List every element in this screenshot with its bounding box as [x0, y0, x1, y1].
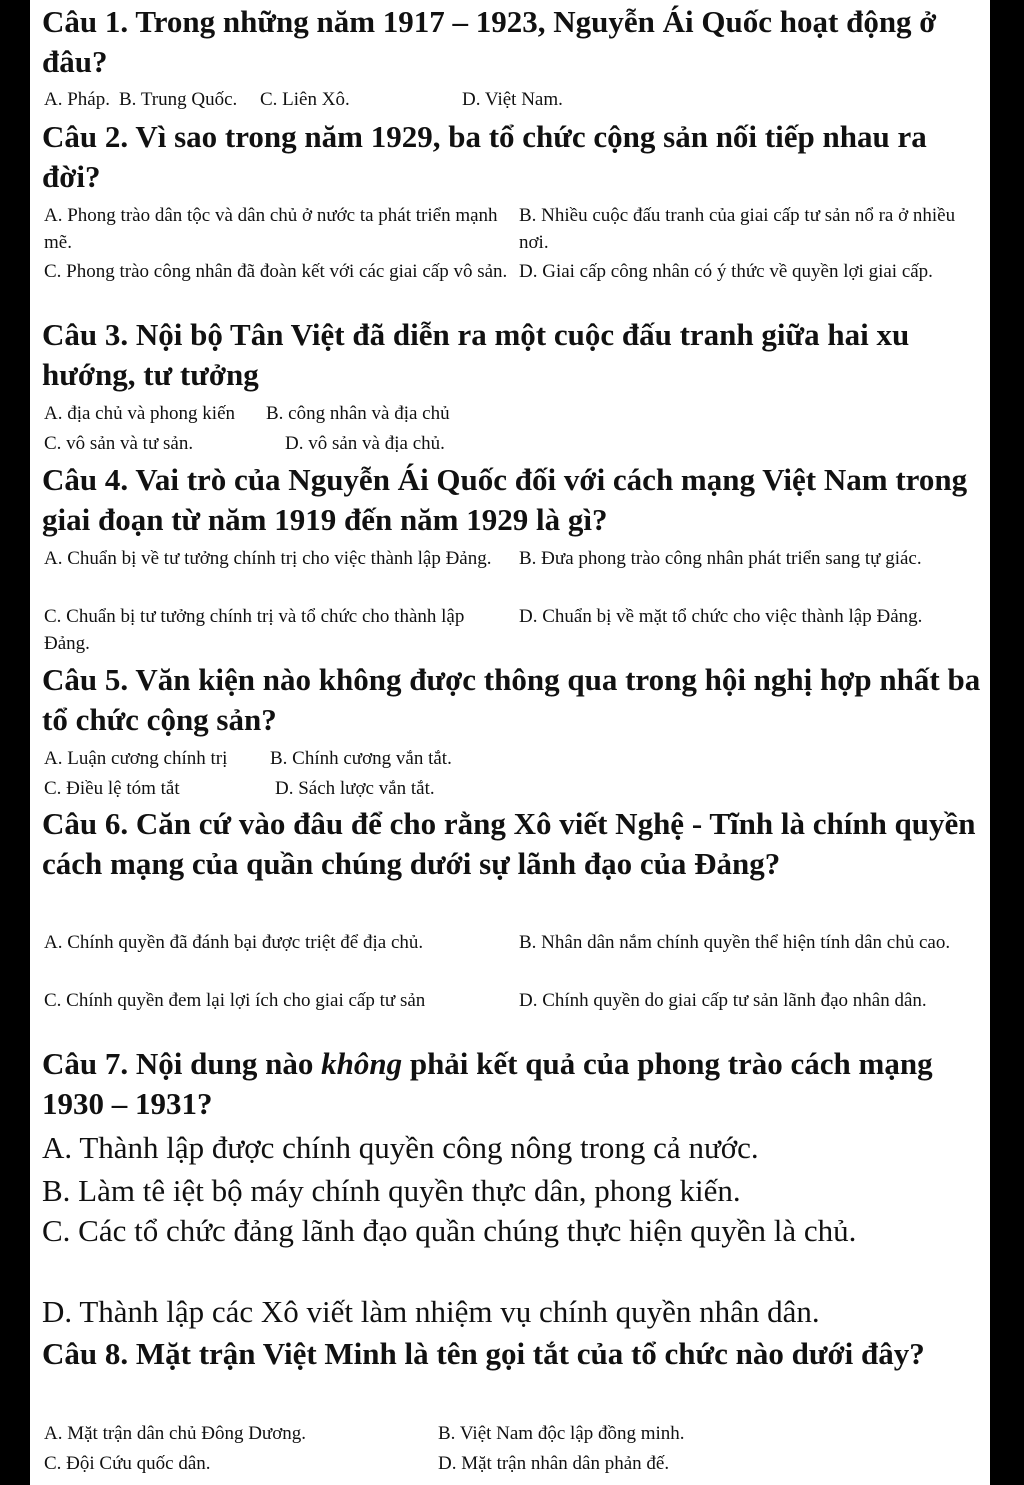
- question-6-option-b: B. Nhân dân nắm chính quyền thể hiện tính dân chủ cao.: [519, 932, 951, 953]
- question-2-option-d: D. Giai cấp công nhân có ý thức về quyền lợi giai cấp.: [519, 261, 933, 282]
- question-7-title-start: Câu 7. Nội dung nào: [42, 1046, 322, 1081]
- question-3-option-d: D. vô sản và địa chủ.: [285, 433, 445, 454]
- question-8-option-b: B. Việt Nam độc lập đồng minh.: [438, 1423, 685, 1444]
- question-2-option-b: B. Nhiều cuộc đấu tranh của giai cấp tư sản nổ ra ở nhiều nơi.: [519, 205, 956, 253]
- question-7-title: [42, 1044, 988, 1124]
- question-3-option-c: C. vô sản và tư sản.: [44, 433, 194, 454]
- question-4-option-b: B. Đưa phong trào công nhân phát triển sang tự giác.: [519, 548, 922, 569]
- question-2-option-c: C. Phong trào công nhân đã đoàn kết với các giai cấp vô sản.: [44, 261, 508, 282]
- question-5-option-b: B. Chính cương vắn tắt.: [270, 748, 452, 769]
- question-1-option-a: A. Pháp.: [44, 89, 110, 110]
- question-5-option-a: A. Luận cương chính trị: [44, 748, 228, 769]
- question-7-option-a: A. Thành lập được chính quyền công nông trong cả nước.: [42, 1130, 759, 1165]
- question-6-option-a: A. Chính quyền đã đánh bại được triệt để địa chủ.: [44, 932, 424, 953]
- question-1-option-c: C. Liên Xô.: [260, 89, 350, 110]
- question-7-option-c: C. Các tổ chức đảng lãnh đạo quần chúng thực hiện quyền là chủ.: [42, 1213, 857, 1248]
- question-4-option-a: A. Chuẩn bị về tư tưởng chính trị cho việc thành lập Đảng.: [44, 548, 492, 569]
- question-8-option-d: D. Mặt trận nhân dân phản đế.: [438, 1453, 670, 1474]
- question-1-title: Câu 1. Trong những năm 1917 – 1923, Nguyễn Ái Quốc hoạt động ở đâu?: [42, 4, 937, 79]
- question-8-option-a: A. Mặt trận dân chủ Đông Dương.: [44, 1423, 307, 1444]
- question-5-title: Câu 5. Văn kiện nào không được thông qua trong hội nghị hợp nhất ba tổ chức cộng sản?: [42, 662, 981, 737]
- question-5-option-d: D. Sách lược vắn tắt.: [275, 778, 435, 799]
- question-7-title-emphasis: không: [321, 1046, 403, 1081]
- question-1-option-b: B. Trung Quốc.: [119, 89, 238, 110]
- question-1-option-d: D. Việt Nam.: [462, 89, 563, 110]
- question-6-option-d: D. Chính quyền do giai cấp tư sản lãnh đạo nhân dân.: [519, 990, 927, 1011]
- question-3-option-b: B. công nhân và địa chủ: [266, 403, 450, 424]
- question-7-title-end: phải kết quả của phong trào cách mạng 1930 – 1931?: [42, 1046, 933, 1121]
- document-page: [30, 0, 990, 1485]
- question-4-option-c: C. Chuẩn bị tư tưởng chính trị và tổ chức cho thành lập Đảng.: [44, 606, 465, 654]
- question-2-title: Câu 2. Vì sao trong năm 1929, ba tổ chức cộng sản nối tiếp nhau ra đời?: [42, 119, 927, 194]
- question-8-title: Câu 8. Mặt trận Việt Minh là tên gọi tắt của tổ chức nào dưới đây?: [42, 1336, 925, 1371]
- question-6-title: Câu 6. Căn cứ vào đâu để cho rằng Xô viết Nghệ - Tĩnh là chính quyền cách mạng của quần chúng dưới sự lãnh đạo của Đảng?: [42, 806, 976, 881]
- question-6-option-c: C. Chính quyền đem lại lợi ích cho giai cấp tư sản: [44, 990, 426, 1011]
- question-4-option-d: D. Chuẩn bị về mặt tổ chức cho việc thành lập Đảng.: [519, 606, 923, 627]
- question-2-option-a: A. Phong trào dân tộc và dân chủ ở nước ta phát triển mạnh mẽ.: [44, 205, 498, 253]
- question-4-title: Câu 4. Vai trò của Nguyễn Ái Quốc đối với cách mạng Việt Nam trong giai đoạn từ năm 1919 đến năm 1929 là gì?: [42, 462, 968, 537]
- question-7-option-d: D. Thành lập các Xô viết làm nhiệm vụ chính quyền nhân dân.: [42, 1294, 820, 1329]
- question-8-option-c: C. Đội Cứu quốc dân.: [44, 1453, 211, 1474]
- question-3-title: Câu 3. Nội bộ Tân Việt đã diễn ra một cuộc đấu tranh giữa hai xu hướng, tư tưởng: [42, 317, 910, 392]
- question-3-option-a: A. địa chủ và phong kiến: [44, 403, 236, 424]
- question-7-option-b: B. Làm tê iệt bộ máy chính quyền thực dân, phong kiến.: [42, 1173, 741, 1208]
- question-5-option-c: C. Điều lệ tóm tắt: [44, 778, 180, 799]
